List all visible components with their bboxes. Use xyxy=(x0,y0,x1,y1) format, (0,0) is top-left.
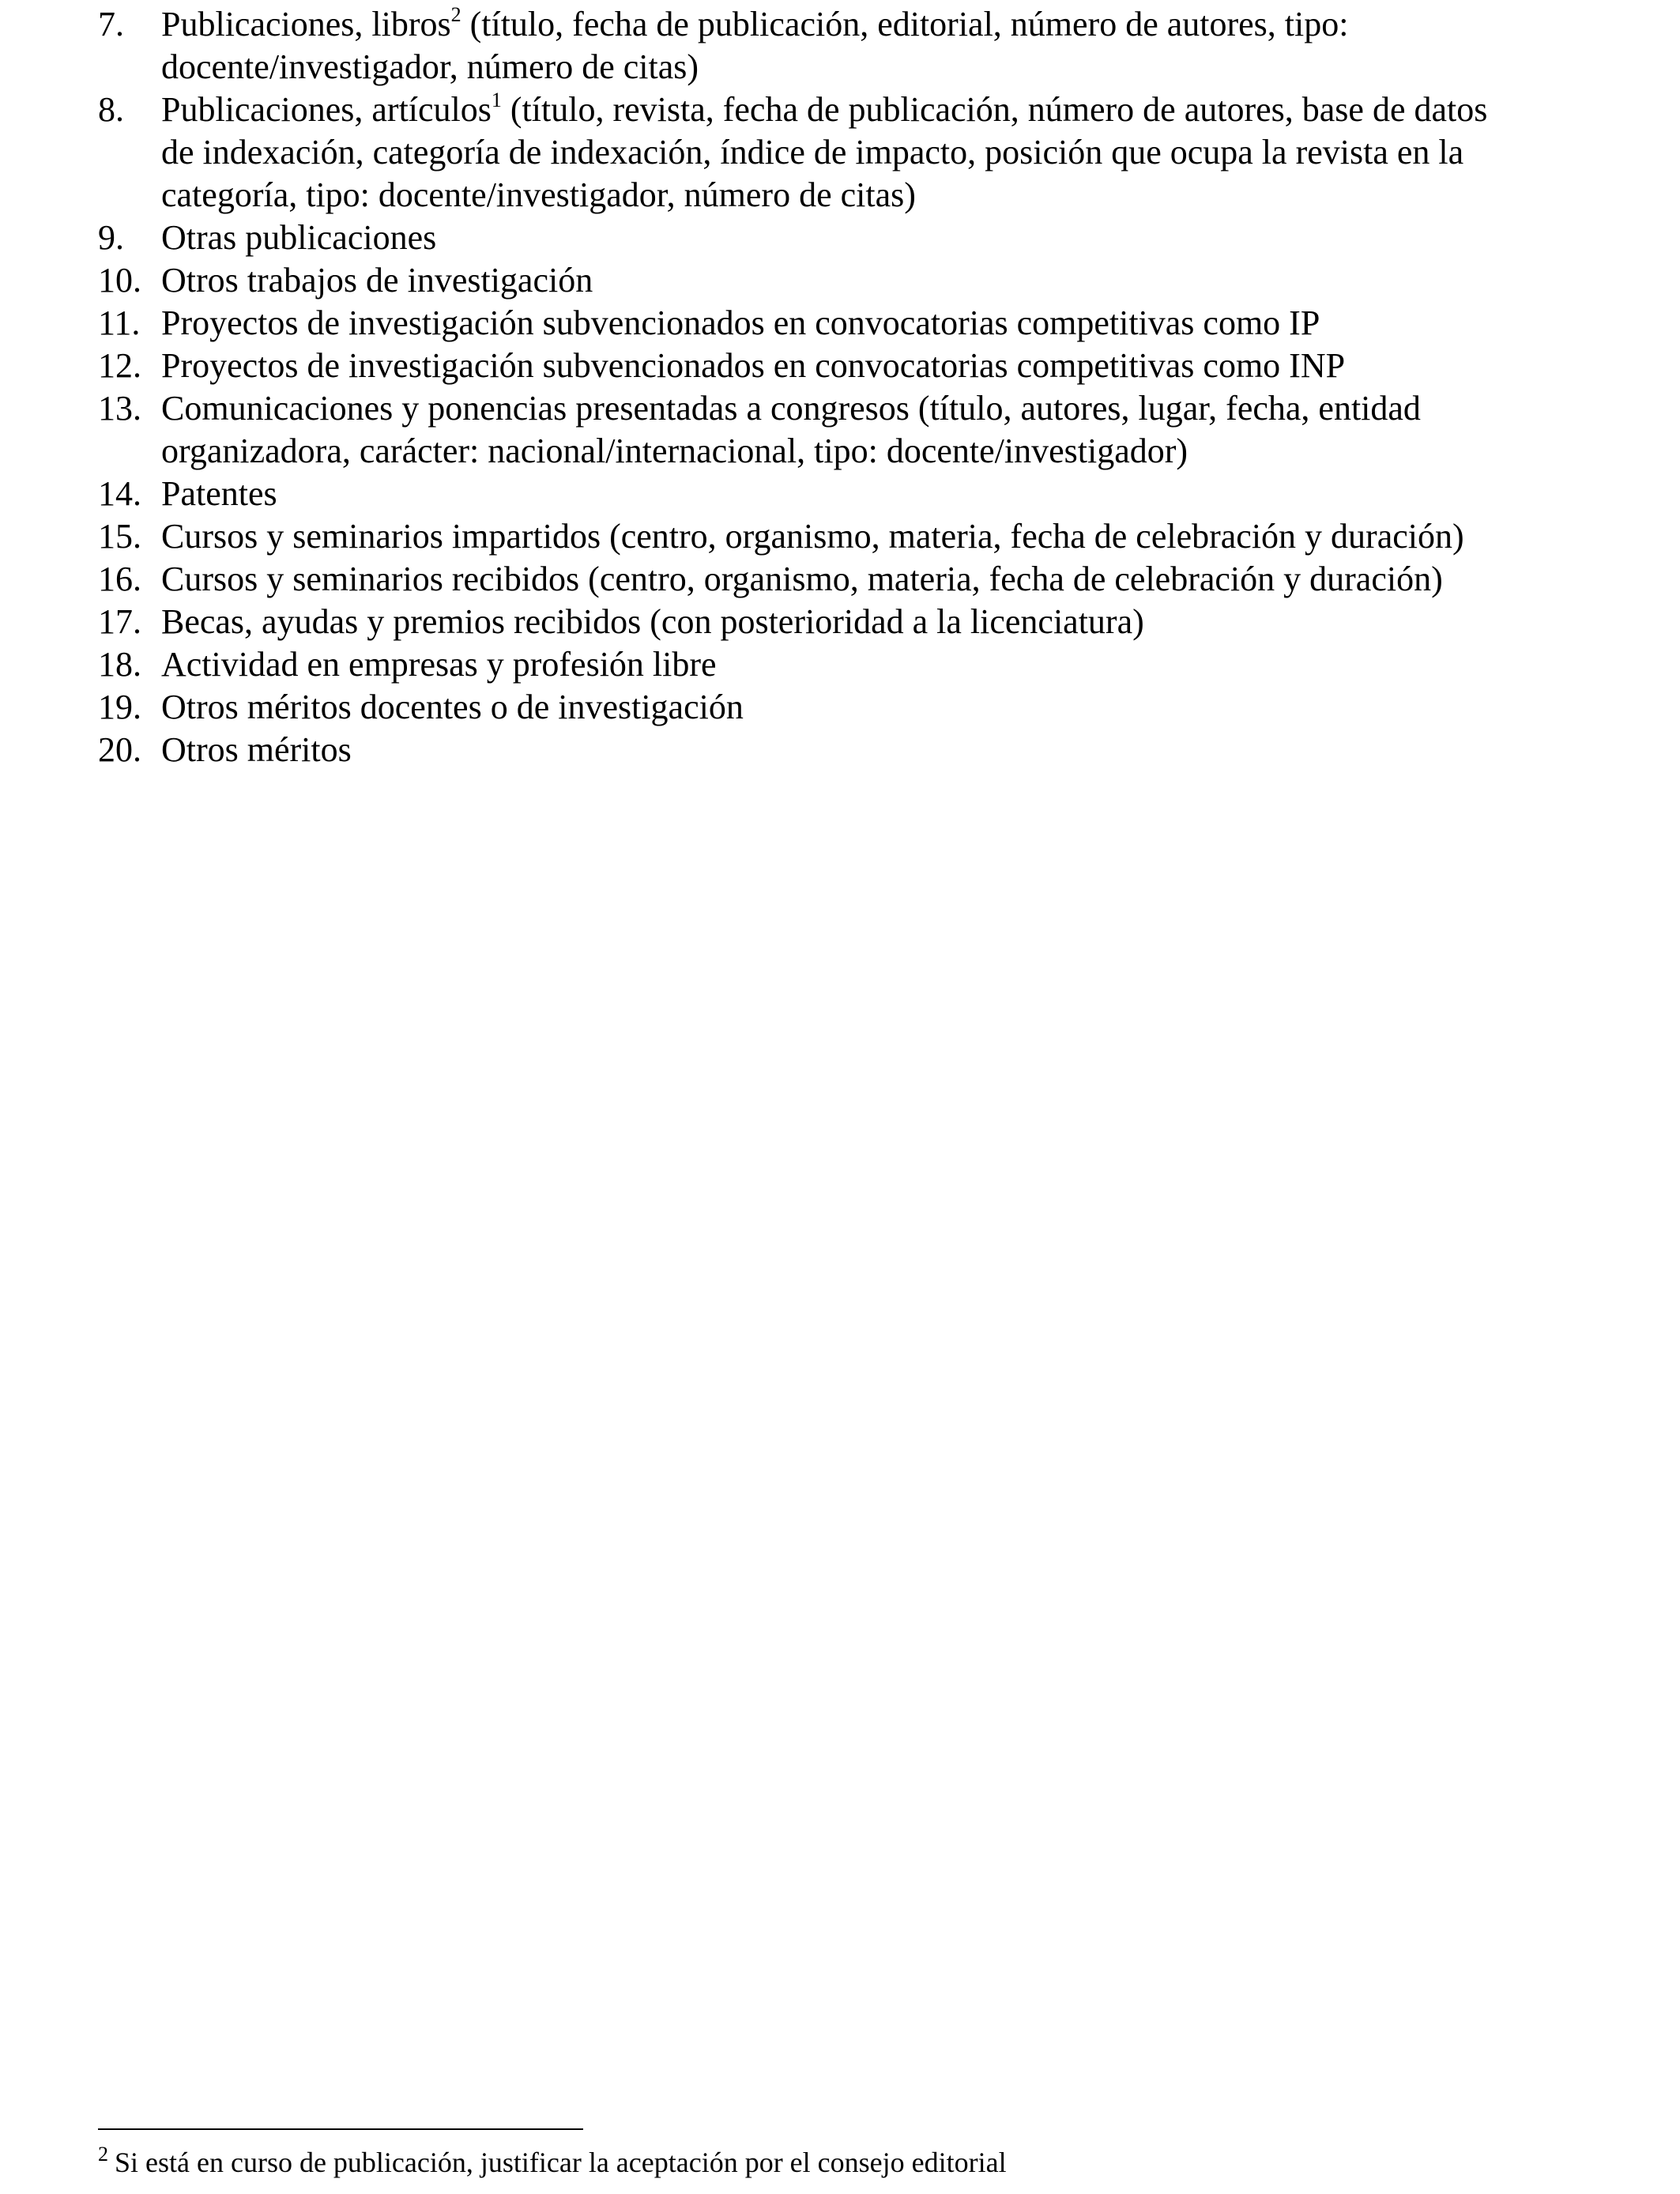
item-text xyxy=(161,558,1663,601)
item-line-continuation: organizadora, carácter: nacional/internacional, tipo: docente/investigador) xyxy=(161,432,1188,470)
item-line: Comunicaciones y ponencias presentadas a congresos (título, autores, lugar, fecha, entidad xyxy=(161,389,1421,428)
item-number: 13. xyxy=(98,389,141,428)
item-line xyxy=(161,3,1663,46)
item-text-rest: (título, fecha de publicación, editorial, número de autores, tipo: xyxy=(461,5,1349,43)
item-text xyxy=(161,601,1663,643)
item-line: Otros trabajos de investigación xyxy=(161,261,593,300)
footnote-reference: 1 xyxy=(491,89,502,111)
footnote-separator xyxy=(98,2128,583,2130)
item-number: 15. xyxy=(98,517,141,556)
footnote-reference: 2 xyxy=(450,3,461,26)
item-line-continuation: categoría, tipo: docente/investigador, número de citas) xyxy=(161,175,916,214)
item-number: 16. xyxy=(98,560,141,598)
item-line: Proyectos de investigación subvencionados en convocatorias competitivas como INP xyxy=(161,346,1346,385)
item-number: 20. xyxy=(98,730,141,769)
item-text xyxy=(161,515,1663,558)
item-text xyxy=(161,302,1663,345)
item-text xyxy=(161,89,1663,217)
item-number: 7. xyxy=(98,5,124,43)
item-line: Cursos y seminarios recibidos (centro, organismo, materia, fecha de celebración y duración) xyxy=(161,560,1443,598)
item-number: 17. xyxy=(98,602,141,641)
item-text xyxy=(161,643,1663,686)
item-text-start: Publicaciones, artículos xyxy=(161,90,492,129)
item-number: 8. xyxy=(98,90,124,129)
item-line: Proyectos de investigación subvencionados en convocatorias competitivas como IP xyxy=(161,303,1320,342)
item-line: Otras publicaciones xyxy=(161,218,437,257)
item-number: 19. xyxy=(98,688,141,726)
item-line: Cursos y seminarios impartidos (centro, organismo, materia, fecha de celebración y duración) xyxy=(161,517,1464,556)
item-text-start: Publicaciones, libros xyxy=(161,5,451,43)
footnote xyxy=(98,2145,1007,2180)
item-number: 10. xyxy=(98,261,141,300)
item-text xyxy=(161,729,1663,771)
item-line-continuation: docente/investigador, número de citas) xyxy=(161,47,699,86)
item-number: 11. xyxy=(98,303,141,342)
item-number: 12. xyxy=(98,346,141,385)
item-text xyxy=(161,345,1663,387)
item-text-rest: (título, revista, fecha de publicación, número de autores, base de datos xyxy=(501,90,1488,129)
item-line: Otros méritos docentes o de investigación xyxy=(161,688,744,726)
item-number: 9. xyxy=(98,218,124,257)
item-line: Patentes xyxy=(161,474,277,513)
item-text xyxy=(161,217,1663,259)
item-line: Actividad en empresas y profesión libre xyxy=(161,645,717,684)
item-number: 14. xyxy=(98,474,141,513)
item-text xyxy=(161,473,1663,515)
item-number: 18. xyxy=(98,645,141,684)
item-text xyxy=(161,259,1663,302)
item-line: Becas, ayudas y premios recibidos (con posterioridad a la licenciatura) xyxy=(161,602,1144,641)
item-text xyxy=(161,686,1663,729)
item-line: Otros méritos xyxy=(161,730,352,769)
item-line-continuation: de indexación, categoría de indexación, índice de impacto, posición que ocupa la revista en la xyxy=(161,133,1464,172)
item-text xyxy=(161,3,1663,89)
item-text xyxy=(161,387,1663,473)
footnote-mark: 2 xyxy=(98,2143,108,2166)
footnote-text: Si está en curso de publicación, justificar la aceptación por el consejo editorial xyxy=(115,2147,1007,2178)
item-line xyxy=(161,89,1663,131)
